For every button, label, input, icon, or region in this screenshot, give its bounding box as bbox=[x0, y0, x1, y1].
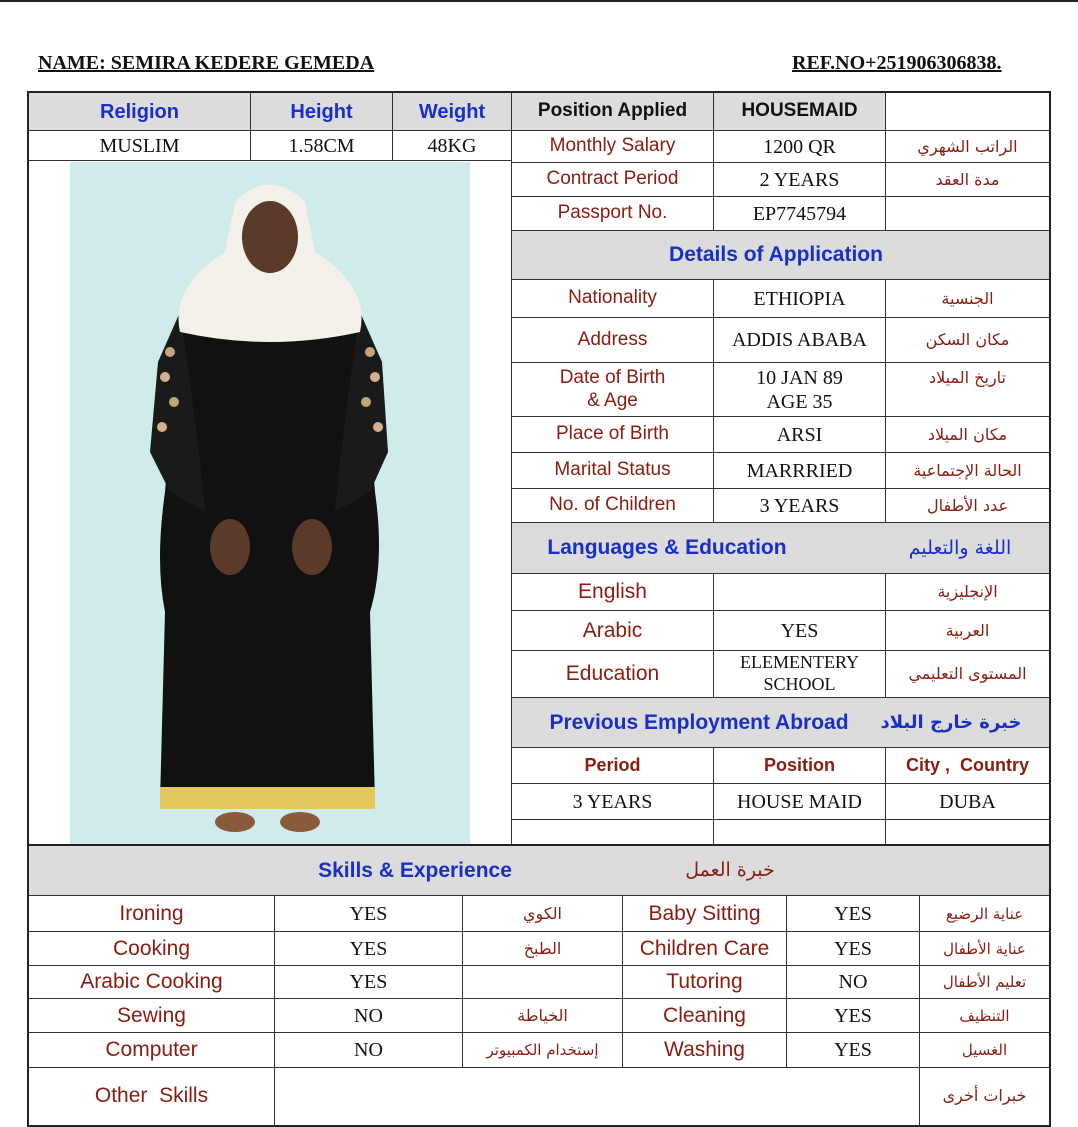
marital-status-value: MARRRIED bbox=[746, 459, 853, 482]
nationality-ar: الجنسية bbox=[941, 288, 994, 308]
religion-value: MUSLIM bbox=[99, 134, 180, 157]
skill-sewing-label: Sewing bbox=[117, 1003, 186, 1027]
previous-employment-title: Previous Employment Abroad bbox=[549, 710, 849, 734]
skill-computer-ar: إستخدام الكمبيوتر bbox=[486, 1041, 599, 1059]
skill-cooking-label: Cooking bbox=[112, 936, 191, 960]
skill-baby-sitting-ar: عناية الرضيع bbox=[945, 904, 1024, 923]
skill-washing-value: YES bbox=[834, 1039, 872, 1061]
skill-ironing-value: YES bbox=[349, 902, 388, 925]
height-value: 1.58CM bbox=[288, 134, 355, 157]
contract-period-ar: مدة العقد bbox=[935, 169, 1000, 189]
other-skills-label: Other Skills bbox=[94, 1084, 209, 1108]
details-title: Details of Application bbox=[669, 243, 883, 267]
dob-value-line2: AGE 35 bbox=[766, 390, 833, 413]
english-ar: الإنجليزية bbox=[937, 582, 998, 602]
skill-baby-sitting-label: Baby Sitting bbox=[648, 901, 761, 925]
skill-arabic-cooking-label: Arabic Cooking bbox=[80, 970, 223, 994]
address-label: Address bbox=[577, 328, 648, 350]
dob-label-line1: Date of Birth bbox=[559, 366, 666, 388]
skill-ironing-ar: الكوي bbox=[523, 903, 562, 923]
skill-sewing-ar: الخياطة bbox=[517, 1005, 568, 1025]
languages-title: Languages & Education bbox=[547, 536, 787, 560]
candidate-name: NAME: SEMIRA KEDERE GEMEDA bbox=[38, 52, 375, 74]
english-value bbox=[714, 574, 885, 610]
skill-arabic-cooking-ar bbox=[463, 966, 622, 998]
rule bbox=[512, 819, 1049, 820]
marital-status-ar: الحالة الإجتماعية bbox=[913, 460, 1022, 480]
skill-cleaning-ar: التنظيف bbox=[959, 1006, 1010, 1025]
previous-country-value: DUBA bbox=[939, 790, 996, 813]
skill-ironing-label: Ironing bbox=[119, 901, 184, 925]
place-of-birth-label: Place of Birth bbox=[556, 423, 669, 445]
children-value: 3 YEARS bbox=[759, 494, 840, 517]
contract-period-value: 2 YEARS bbox=[759, 168, 840, 191]
monthly-salary-ar: الراتب الشهري bbox=[917, 136, 1018, 156]
previous-period-value: 3 YEARS bbox=[572, 790, 653, 813]
skill-baby-sitting-value: YES bbox=[834, 902, 872, 925]
address-value: ADDIS ABABA bbox=[731, 329, 868, 351]
position-column-header: Position bbox=[764, 754, 835, 775]
height-label: Height bbox=[290, 100, 353, 123]
city-country-column-header: City , Country bbox=[905, 754, 1029, 775]
weight-label: Weight bbox=[418, 100, 486, 123]
skill-cooking-value: YES bbox=[349, 937, 388, 960]
nationality-value: ETHIOPIA bbox=[753, 287, 846, 310]
skill-washing-ar: الغسيل bbox=[961, 1041, 1008, 1059]
place-of-birth-ar: مكان الميلاد bbox=[927, 424, 1008, 444]
contract-period-label: Contract Period bbox=[546, 168, 679, 190]
arabic-label: Arabic bbox=[582, 618, 643, 642]
skill-washing-label: Washing bbox=[664, 1038, 745, 1062]
previous-position-value: HOUSE MAID bbox=[737, 790, 862, 813]
address-ar: مكان السكن bbox=[925, 330, 1010, 350]
skills-title: Skills & Experience bbox=[318, 858, 512, 882]
education-ar: المستوى التعليمي bbox=[908, 664, 1027, 684]
rule bbox=[885, 93, 886, 231]
candidate-photo bbox=[70, 162, 470, 844]
position-applied-value: HOUSEMAID bbox=[741, 100, 858, 122]
nationality-label: Nationality bbox=[568, 287, 657, 309]
skill-arabic-cooking-value: YES bbox=[349, 971, 388, 993]
monthly-salary-value: 1200 QR bbox=[763, 135, 836, 158]
skill-cooking-ar: الطبخ bbox=[523, 938, 562, 958]
skill-children-care-ar: عناية الأطفال bbox=[943, 939, 1026, 958]
skills-title-ar: خبرة العمل bbox=[685, 859, 775, 882]
top-rule bbox=[0, 0, 1078, 2]
skill-children-care-value: YES bbox=[834, 937, 872, 960]
skill-computer-value: NO bbox=[354, 1039, 383, 1061]
dob-value-line1: 10 JAN 89 bbox=[756, 366, 843, 389]
skill-tutoring-label: Tutoring bbox=[666, 970, 743, 994]
skill-computer-label: Computer bbox=[105, 1038, 198, 1062]
marital-status-label: Marital Status bbox=[554, 459, 671, 481]
other-skills-ar: خبرات أخرى bbox=[942, 1086, 1027, 1106]
skill-cleaning-label: Cleaning bbox=[663, 1003, 746, 1027]
skills-header-bg bbox=[29, 846, 1049, 895]
children-ar: عدد الأطفال bbox=[926, 495, 1009, 515]
place-of-birth-value: ARSI bbox=[776, 423, 823, 446]
dob-ar: تاريخ الميلاد bbox=[929, 368, 1006, 388]
skill-tutoring-value: NO bbox=[838, 971, 868, 993]
skill-sewing-value: NO bbox=[354, 1004, 383, 1027]
passport-label: Passport No. bbox=[557, 202, 668, 224]
skill-tutoring-ar: تعليم الأطفال bbox=[942, 973, 1027, 991]
skill-cleaning-value: YES bbox=[834, 1004, 872, 1027]
rule bbox=[29, 160, 512, 161]
period-column-header: Period bbox=[584, 754, 641, 775]
person-figure bbox=[70, 162, 470, 844]
religion-label: Religion bbox=[100, 100, 179, 123]
dob-value bbox=[714, 363, 885, 416]
passport-value: EP7745794 bbox=[752, 202, 847, 225]
previous-employment-title-ar: خبرة خارج البلاد bbox=[880, 711, 1022, 733]
education-value-line2: SCHOOL bbox=[763, 674, 836, 694]
languages-title-ar: اللغة والتعليم bbox=[908, 536, 1012, 559]
dob-label bbox=[512, 363, 713, 416]
position-applied-label: Position Applied bbox=[537, 100, 688, 122]
english-label: English bbox=[578, 580, 647, 604]
weight-value: 48KG bbox=[427, 134, 477, 157]
dob-label-line2: & Age bbox=[587, 389, 638, 411]
children-label: No. of Children bbox=[549, 494, 676, 516]
education-value bbox=[714, 651, 885, 697]
monthly-salary-label: Monthly Salary bbox=[549, 135, 676, 157]
education-label: Education bbox=[565, 662, 660, 686]
skill-children-care-label: Children Care bbox=[639, 936, 770, 960]
reference-number: REF.NO+251906306838. bbox=[792, 52, 1002, 74]
arabic-ar: العربية bbox=[945, 620, 990, 640]
education-value-line1: ELEMENTERY bbox=[740, 652, 859, 673]
arabic-value: YES bbox=[780, 619, 819, 642]
